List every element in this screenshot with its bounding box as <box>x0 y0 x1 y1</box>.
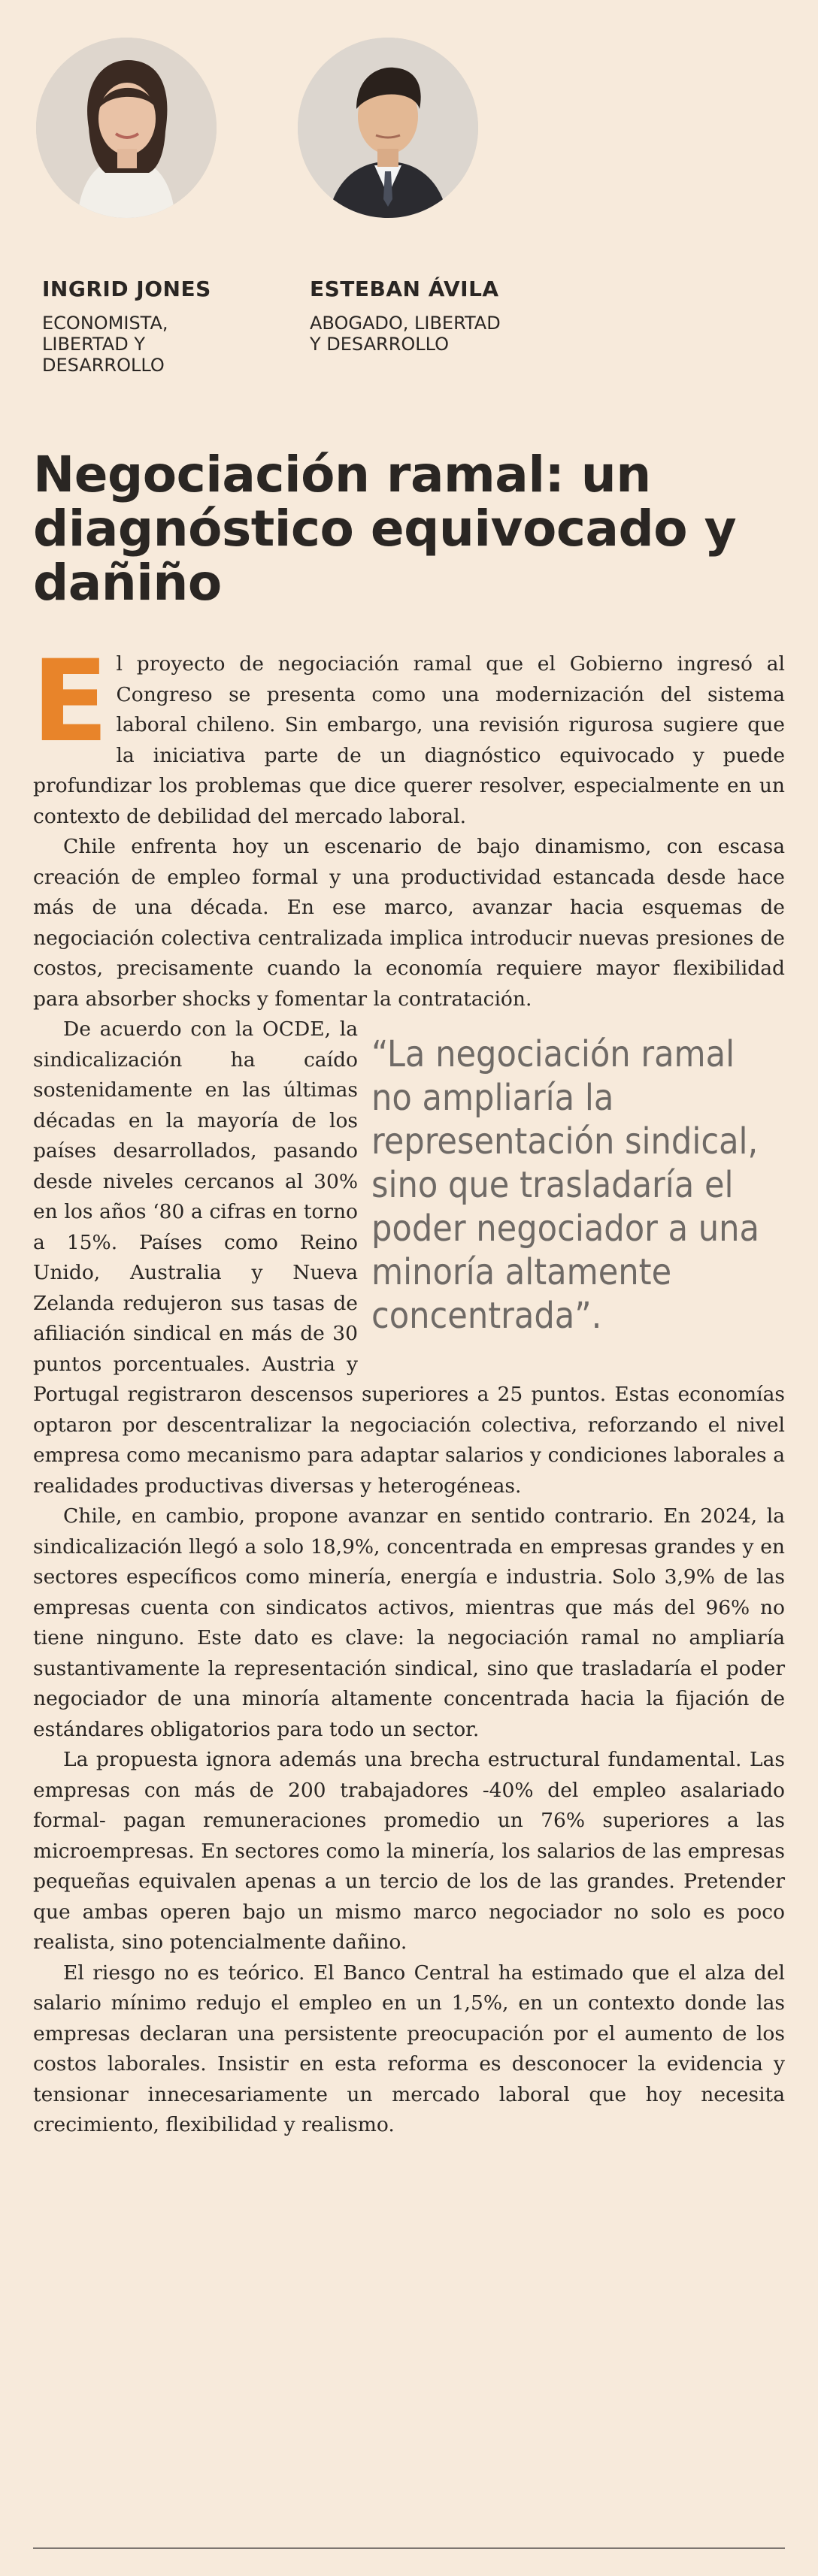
author-name-1: INGRID JONES <box>42 277 211 301</box>
paragraph-5: La propuesta ignora además una brecha estructural fundamental. Las empresas con más de 200 trabajadores -40% del empleo asalariado formal- pagan remuneraciones promedio un 76% superiores a las microempresas. En sectores como la minería, los salarios de las empresas pequeñas equivalen apenas a un tercio de los de las grandes. Pretender que ambas operen bajo un mismo marco negociador no solo es poco realista, sino potencialmente dañino. <box>33 1748 785 1954</box>
man-portrait-icon <box>298 38 478 218</box>
paragraph-6: El riesgo no es teórico. El Banco Central ha estimado que el alza del salario mínimo redujo el empleo en un 1,5%, en un contexto donde las empresas declaran una persistente preocupación por el aumento de los costos laborales. Insistir en esta reforma es desconocer la evidencia y tensionar innecesariamente un mercado laboral que hoy necesita crecimiento, flexibilidad y realismo. <box>33 1961 785 2136</box>
paragraph-2: Chile enfrenta hoy un escenario de bajo dinamismo, con escasa creación de empleo formal y una productividad estancada desde hace más de una década. En ese marco, avanzar hacia esquemas de negociación colectiva centralizada implica introducir nuevas presiones de costos, precisamente cuando la economía requiere mayor flexibilidad para absorber shocks y fomentar la contratación. <box>33 835 785 1011</box>
paragraph-4: Chile, en cambio, propone avanzar en sentido contrario. En 2024, la sindicalización llegó a solo 18,9%, concentrada en empresas grandes y en sectores específicos como minería, energía e industria. Solo 3,9% de las empresas cuenta con sindicatos activos, mientras que más del 96% no tiene ninguno. Este dato es clave: la negociación ramal no ampliaría sustantivamente la representación sindical, sino que trasladaría el poder negociador de una minoría altamente concentrada hacia la fijación de estándares obligatorios para todo un sector. <box>33 1504 785 1741</box>
headline: Negociación ramal: un diagnóstico equivocado y dañiño <box>33 446 737 612</box>
drop-cap: E <box>32 636 109 767</box>
author-name-2: ESTEBAN ÁVILA <box>310 277 499 301</box>
bottom-divider <box>33 2547 785 2549</box>
paragraph-3: “La negociación ramal no ampliaría la representación sindical, sino que trasladaría el poder negociador a una minoría altamente concentrada”. De acuerdo con la OCDE, la sindicalización ha caído sostenidamente en las últimas décadas en la mayoría de los países desarrollados, pasando desde niveles cercanos al 30% en los años ‘80 a cifras en torno a 15%. Países como Reino Unido, Australia y Nueva Zelanda redujeron sus tasas de afiliación sindical en más de 30 puntos porcentuales. Austria y Portugal registraron descensos superiores a 25 puntos. Estas economías optaron por descentralizar la negociación colectiva, reforzando el nivel empresa como mecanismo para adaptar salarios y condiciones laborales a realidades productivas diversas y heterogéneas. <box>33 1017 785 1498</box>
author-role-2: ABOGADO, LIBERTAD Y DESARROLLO <box>310 313 501 355</box>
woman-portrait-icon <box>36 38 217 218</box>
article-body <box>32 636 785 2141</box>
author-photo-ingrid-jones <box>36 38 217 218</box>
authors-header <box>0 0 818 391</box>
pull-quote: “La negociación ramal no ampliaría la representación sindical, sino que trasladaría el poder negociador a una minoría altamente concentrada”. <box>371 1033 759 1337</box>
author-role-1: ECONOMISTA, LIBERTAD Y DESARROLLO <box>42 313 168 376</box>
paragraph-1: El proyecto de negociación ramal que el Gobierno ingresó al Congreso se presenta como una modernización del sistema laboral chileno. Sin embargo, una revisión rigurosa sugiere que la iniciativa parte de un diagnóstico equivocado y puede profundizar los problemas que dice querer resolver, especialmente en un contexto de debilidad del mercado laboral. <box>32 636 785 828</box>
author-photo-esteban-avila <box>298 38 478 218</box>
